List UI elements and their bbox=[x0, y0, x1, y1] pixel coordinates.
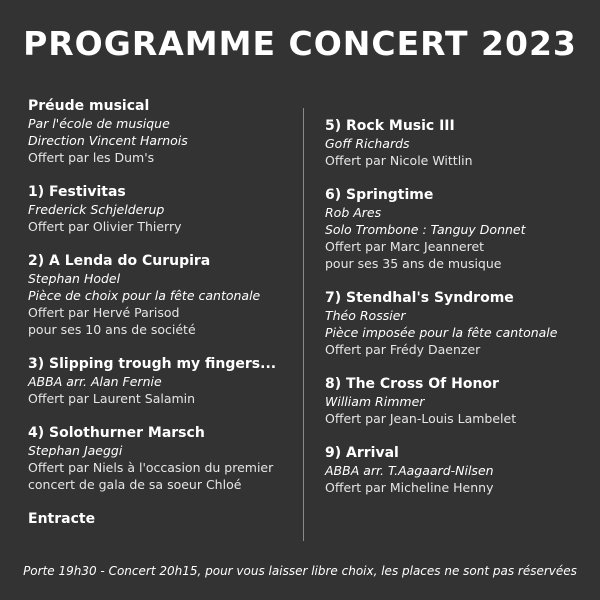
program-item bbox=[28, 184, 290, 235]
program-item bbox=[325, 376, 587, 427]
program-item-credit: Théo Rossier bbox=[325, 308, 406, 323]
program-item-credit: ABBA arr. Alan Fernie bbox=[28, 374, 162, 389]
program-item-credit: Stephan Jaeggi bbox=[28, 443, 123, 458]
program-item-credit: Direction Vincent Harnois bbox=[28, 133, 188, 148]
program-item bbox=[28, 511, 290, 528]
program-item-credit: Solo Trombone : Tanguy Donnet bbox=[325, 222, 526, 237]
footer-note: Porte 19h30 - Concert 20h15, pour vous laisser libre choix, les places ne sont pas réservées bbox=[23, 564, 577, 578]
page-title: PROGRAMME CONCERT 2023 bbox=[23, 24, 577, 63]
column-divider bbox=[303, 108, 304, 541]
program-item bbox=[325, 118, 587, 169]
program-column-right bbox=[325, 118, 587, 514]
program-item-sponsor: concert de gala de sa soeur Chloé bbox=[28, 477, 242, 492]
program-item-title: 3) Slipping trough my fingers... bbox=[28, 356, 277, 372]
program-item bbox=[28, 356, 290, 407]
program-item-title: 6) Springtime bbox=[325, 187, 434, 203]
program-item-sponsor: Offert par Olivier Thierry bbox=[28, 219, 182, 234]
program-item-credit: ABBA arr. T.Aagaard-Nilsen bbox=[325, 463, 494, 478]
program-item-sponsor: Offert par Jean-Louis Lambelet bbox=[325, 411, 517, 426]
program-item-title: Entracte bbox=[28, 511, 96, 527]
program-item-title: 8) The Cross Of Honor bbox=[325, 376, 499, 392]
program-item-title: 2) A Lenda do Curupira bbox=[28, 253, 211, 269]
program-item-title: 7) Stendhal's Syndrome bbox=[325, 290, 514, 306]
program-item-credit: Pièce de choix pour la fête cantonale bbox=[28, 288, 261, 303]
program-item-title: 1) Festivitas bbox=[28, 184, 126, 200]
program-item bbox=[325, 187, 587, 272]
program-item-title: Préude musical bbox=[28, 98, 150, 114]
program-column-left bbox=[28, 98, 290, 546]
program-item-sponsor: Offert par Niels à l'occasion du premier bbox=[28, 460, 274, 475]
program-item-sponsor: pour ses 10 ans de société bbox=[28, 322, 196, 337]
program-item bbox=[325, 290, 587, 358]
program-item-title: 4) Solothurner Marsch bbox=[28, 425, 205, 441]
program-item-credit: Stephan Hodel bbox=[28, 271, 121, 286]
program-item bbox=[28, 253, 290, 338]
program-item-sponsor: Offert par Marc Jeanneret bbox=[325, 239, 485, 254]
program-item-sponsor: Offert par les Dum's bbox=[28, 150, 155, 165]
program-item-credit: Goff Richards bbox=[325, 136, 410, 151]
program-item-sponsor: pour ses 35 ans de musique bbox=[325, 256, 502, 271]
program-item-sponsor: Offert par Nicole Wittlin bbox=[325, 153, 473, 168]
program-item-credit: Pièce imposée pour la fête cantonale bbox=[325, 325, 558, 340]
program-item-title: 5) Rock Music III bbox=[325, 118, 455, 134]
program-item-title: 9) Arrival bbox=[325, 445, 399, 461]
program-item bbox=[325, 445, 587, 496]
program-item-sponsor: Offert par Micheline Henny bbox=[325, 480, 494, 495]
program-item-sponsor: Offert par Hervé Parisod bbox=[28, 305, 180, 320]
program-item-sponsor: Offert par Laurent Salamin bbox=[28, 391, 196, 406]
program-item-credit: Frederick Schjelderup bbox=[28, 202, 165, 217]
program-item bbox=[28, 425, 290, 493]
program-item-credit: Par l'école de musique bbox=[28, 116, 170, 131]
program-item-credit: Rob Ares bbox=[325, 205, 382, 220]
program-item-credit: William Rimmer bbox=[325, 394, 425, 409]
program-item-sponsor: Offert par Frédy Daenzer bbox=[325, 342, 481, 357]
program-item bbox=[28, 98, 290, 166]
